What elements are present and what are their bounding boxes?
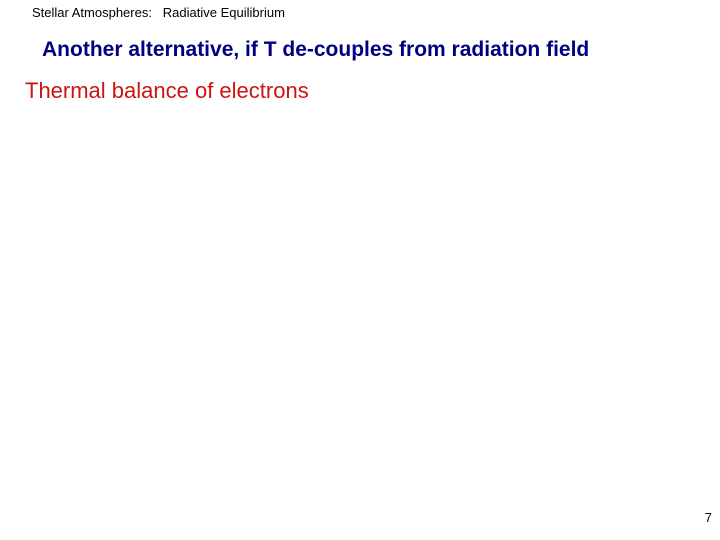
slide-header xyxy=(32,5,285,20)
page-number: 7 xyxy=(704,510,712,525)
slide-subtitle: Thermal balance of electrons xyxy=(25,78,309,103)
header-course: Stellar Atmospheres: xyxy=(32,5,152,20)
header-topic: Radiative Equilibrium xyxy=(162,5,285,20)
slide-title: Another alternative, if T de-couples from radiation field xyxy=(42,38,590,61)
